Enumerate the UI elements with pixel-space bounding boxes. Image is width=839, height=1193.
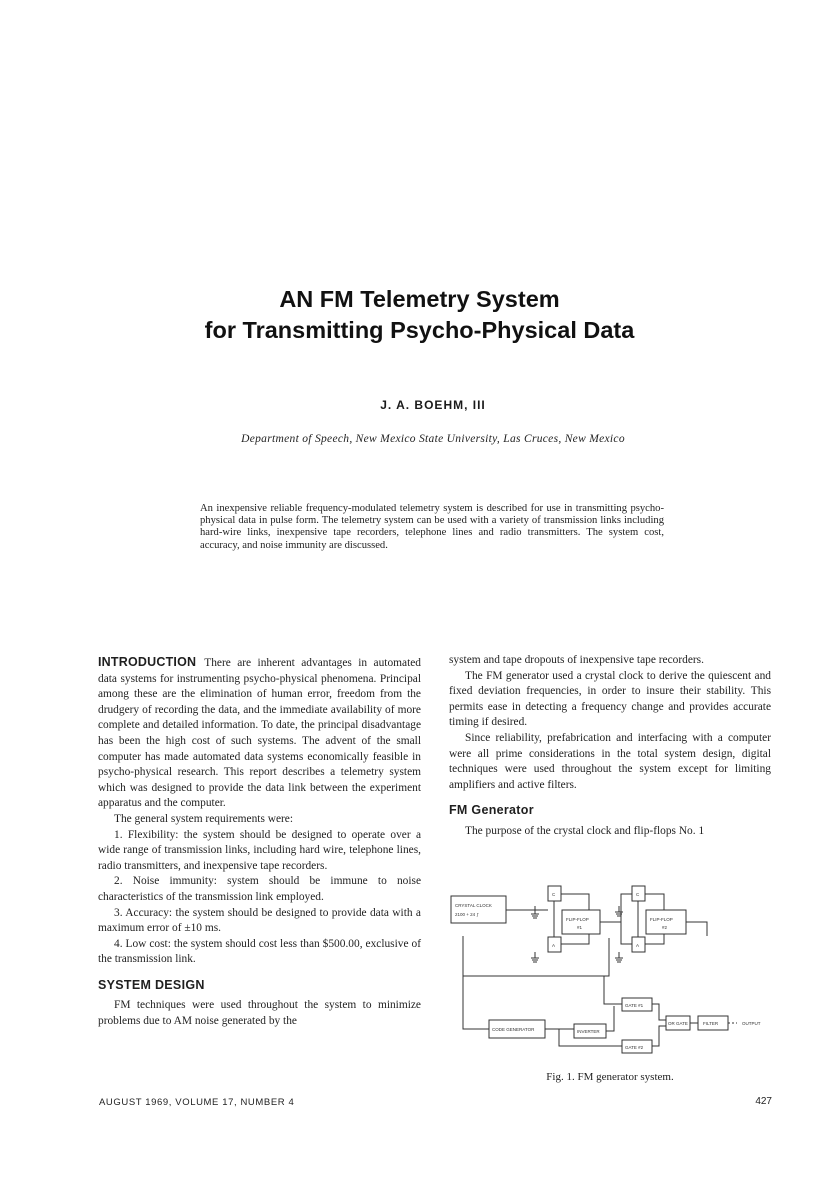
requirement-2: 2. Noise immunity: system should be immune to noise characteristics of the transmission link employed. [98,875,421,903]
flip-flop-1-number: #1 [577,925,583,930]
fm-generator-heading: FM Generator [449,803,534,818]
ground-symbol-1 [531,914,539,918]
gate-a-left-label: A [552,943,556,948]
system-design-heading: SYSTEM DESIGN [98,977,205,992]
journal-footer: AUGUST 1969, VOLUME 17, NUMBER 4 [99,1097,295,1108]
flip-flop-2-number: #2 [662,925,668,930]
gate-2-label: GATE #2 [625,1045,644,1050]
system-design-text: FM techniques were used throughout the system to minimize problems due to AM noise generated by the [98,999,421,1028]
right-column [449,653,771,840]
requirement-4: 4. Low cost: the system should cost less than $500.00, exclusive of the transmission link. [98,937,421,966]
flip-flop-2-label: FLIP-FLOP [650,917,673,922]
inverter-label: INVERTER [577,1029,600,1034]
continued-paragraph: system and tape dropouts of inexpensive tape recorders. [449,654,704,666]
intro-text: There are inherent advantages in automated data systems for instrumenting psycho-physical phenomena. Principal among these are the elimination of human error, freedom from the drudgery of recording the data, and the immediate availability of more complete and detailed information. To date, the principal disadvantage has been the high cost of such systems. The advent of the small computer has made automated data systems economically feasible in psycho-physical research. This report describes a telemetry system which was designed to provide the data link between the experiment apparatus and the computer. [98,657,421,810]
title-line-1: AN FM Telemetry System [279,286,560,312]
clock-frequency-label: 2100 + 24 ƒ [455,912,479,917]
intro-heading: INTRODUCTION [98,655,197,669]
output-label: OUTPUT [742,1021,761,1026]
gate-a-right-label: A [636,943,640,948]
gate-c-left-label: C [552,892,556,897]
requirement-1: 1. Flexibility: the system should be designed to operate over a wide range of transmission links, including hard wire, telephone lines, radio transmitters, and inexpensive tape recorders. [98,828,421,872]
fm-generator-text: The purpose of the crystal clock and flip-flops No. 1 [465,824,705,837]
abstract: An inexpensive reliable frequency-modulated telemetry system is described for use in transmitting psycho-physical data in pulse form. The telemetry system can be used with a variety of transmission links including hard-wire links, inexpensive tape recorders, telephone lines and radio transmitters. The system cost, accuracy, and noise immunity are discussed. [200,503,664,551]
ground-symbol-2 [531,952,539,962]
or-gate-label: OR GATE [668,1021,688,1026]
fm-clock-paragraph: The FM generator used a crystal clock to derive the quiescent and fixed deviation frequencies, in order to insure their stability. This permits ease in detecting a frequency change and provides accurate timing if desired. [449,669,771,729]
gate-1-label: GATE #1 [625,1003,644,1008]
requirement-3: 3. Accuracy: the system should be designed to provide data with a maximum error of ±10 ms. [98,906,421,935]
paper-title [0,284,839,346]
ground-symbol-3 [615,906,623,916]
left-column [98,655,421,1030]
intro-paragraph [98,655,421,812]
code-generator-label: CODE GENERATOR [492,1027,535,1032]
filter-label: FILTER [703,1021,719,1026]
flip-flop-2-block [646,910,686,934]
crystal-clock-block [451,896,506,923]
fm-generator-diagram [449,880,771,1072]
flip-flop-1-label: FLIP-FLOP [566,917,589,922]
page-number: 427 [755,1096,772,1107]
title-line-2: for Transmitting Psycho-Physical Data [204,317,635,343]
ground-symbol-4 [615,952,623,962]
flip-flop-1-block [562,910,600,934]
requirements-intro: The general system requirements were: [114,812,294,825]
gate-c-right-label: C [636,892,640,897]
figure-caption: Fig. 1. FM generator system. [546,1071,674,1083]
digital-techniques-paragraph: Since reliability, prefabrication and interfacing with a computer were all prime considerations in the total system design, digital techniques were used throughout the system except for limiting amplifiers and active filters. [449,731,771,791]
clock-label: CRYSTAL CLOCK [455,903,492,908]
author: J. A. BOEHM, III [380,398,486,412]
affiliation: Department of Speech, New Mexico State University, Las Cruces, New Mexico [241,433,625,445]
